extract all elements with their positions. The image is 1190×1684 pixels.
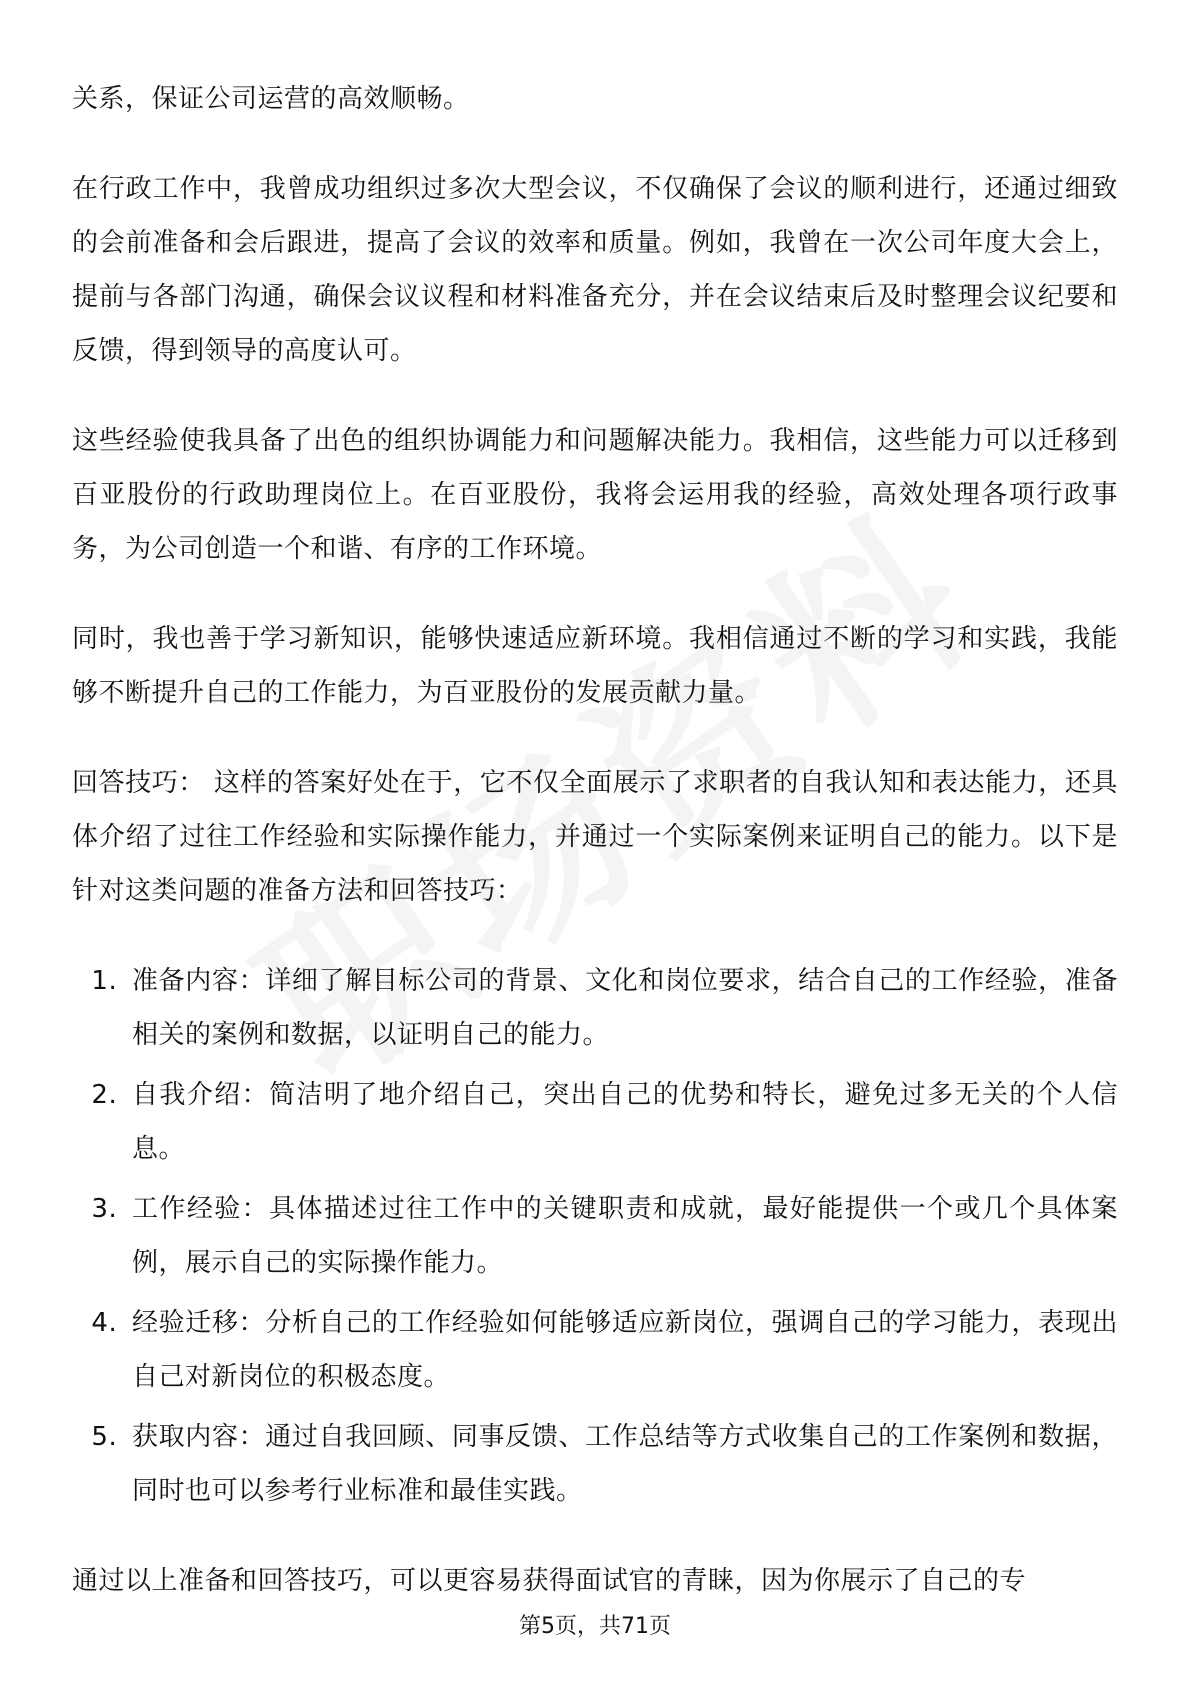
closing-paragraph: 通过以上准备和回答技巧，可以更容易获得面试官的青睐，因为你展示了自己的专 xyxy=(72,1566,1027,1596)
list-item: 5. 获取内容：通过自我回顾、同事反馈、工作总结等方式收集自己的工作案例和数据，同时也可以参考行业标准和最佳实践。 xyxy=(126,1410,1118,1518)
tips-list xyxy=(72,954,1118,1518)
page-number: 第5页，共71页 xyxy=(519,1614,671,1639)
paragraph: 关系，保证公司运营的高效顺畅。 xyxy=(72,84,470,114)
paragraph: 这些经验使我具备了出色的组织协调能力和问题解决能力。我相信，这些能力可以迁移到百亚股份的行政助理岗位上。在百亚股份，我将会运用我的经验，高效处理各项行政事务，为公司创造一个和谐、有序的工作环境。 xyxy=(72,426,1118,564)
list-item: 2. 自我介绍：简洁明了地介绍自己，突出自己的优势和特长，避免过多无关的个人信息。 xyxy=(126,1068,1118,1176)
paragraph: 在行政工作中，我曾成功组织过多次大型会议，不仅确保了会议的顺利进行，还通过细致的会前准备和会后跟进，提高了会议的效率和质量。例如，我曾在一次公司年度大会上，提前与各部门沟通，确保会议议程和材料准备充分，并在会议结束后及时整理会议纪要和反馈，得到领导的高度认可。 xyxy=(72,174,1118,366)
document-body xyxy=(72,72,1118,1608)
list-item: 3. 工作经验：具体描述过往工作中的关键职责和成就，最好能提供一个或几个具体案例，展示自己的实际操作能力。 xyxy=(126,1182,1118,1290)
paragraph: 同时，我也善于学习新知识，能够快速适应新环境。我相信通过不断的学习和实践，我能够不断提升自己的工作能力，为百亚股份的发展贡献力量。 xyxy=(72,624,1118,708)
paragraph-answer-tips: 回答技巧： 这样的答案好处在于，它不仅全面展示了求职者的自我认知和表达能力，还具体介绍了过往工作经验和实际操作能力，并通过一个实际案例来证明自己的能力。以下是针对这类问题的准备方法和回答技巧： xyxy=(72,768,1118,906)
list-item: 4. 经验迁移：分析自己的工作经验如何能够适应新岗位，强调自己的学习能力，表现出自己对新岗位的积极态度。 xyxy=(126,1296,1118,1404)
list-item: 1. 准备内容：详细了解目标公司的背景、文化和岗位要求，结合自己的工作经验，准备相关的案例和数据，以证明自己的能力。 xyxy=(126,954,1118,1062)
